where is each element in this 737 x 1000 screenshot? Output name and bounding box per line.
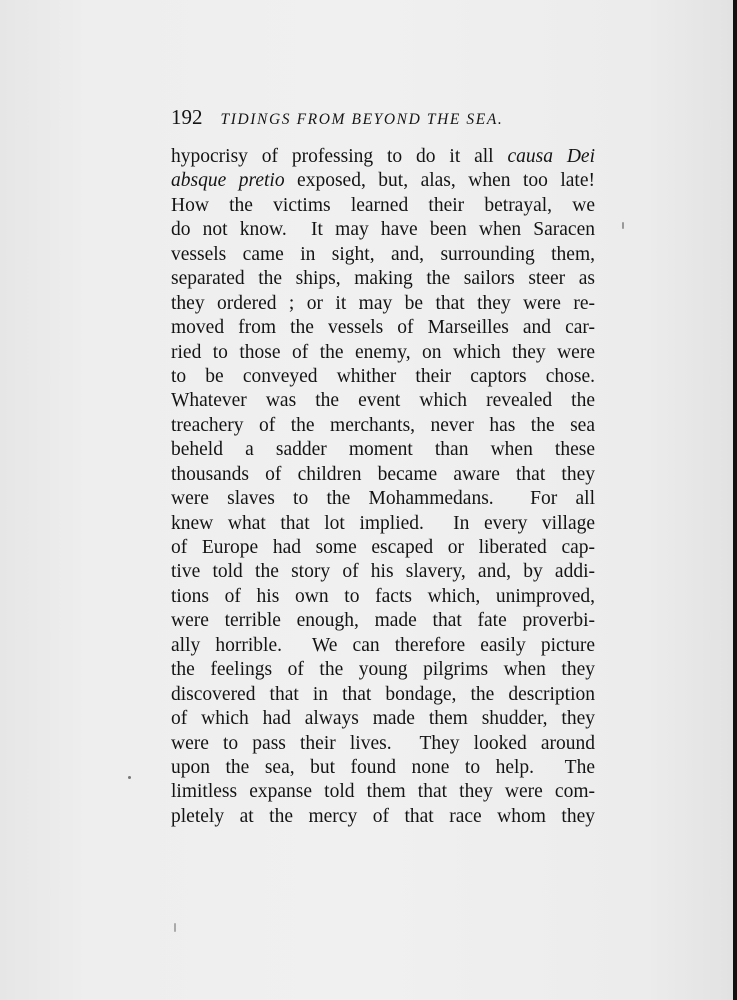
text-line (171, 707, 595, 731)
text-line (171, 805, 595, 829)
text-segment: knew what that lot implied. In every village (171, 512, 595, 534)
text-line (171, 512, 595, 536)
page-edge-shadow (733, 0, 737, 1000)
text-segment: discovered that in that bondage, the description (171, 683, 595, 705)
text-line (171, 316, 595, 340)
text-segment: limitless expanse told them that they were com- (171, 781, 595, 803)
text-line (171, 145, 595, 169)
text-segment: were to pass their lives. They looked around (171, 732, 595, 754)
text-segment: do not know. It may have been when Saracen (171, 219, 595, 241)
text-line (171, 683, 595, 707)
text-segment: upon the sea, but found none to help. The (171, 756, 595, 778)
text-segment: they ordered ; or it may be that they were re- (171, 292, 595, 314)
text-segment: hypocrisy of professing to do it all (171, 146, 508, 167)
text-segment: Whatever was the event which revealed the (171, 390, 595, 412)
text-segment: the feelings of the young pilgrims when they (171, 659, 595, 681)
text-line (171, 194, 595, 218)
text-line (171, 609, 595, 633)
text-line (171, 414, 595, 438)
text-line (171, 560, 595, 584)
text-line (171, 585, 595, 609)
text-segment: ried to those of the enemy, on which they were (171, 341, 595, 363)
text-segment: were slaves to the Mohammedans. For all (171, 488, 595, 510)
page-number: 192 (171, 105, 203, 129)
text-line (171, 658, 595, 682)
text-segment: separated the ships, making the sailors steer as (171, 268, 595, 290)
text-line (171, 463, 595, 487)
page-header (171, 104, 503, 130)
text-segment: of Europe had some escaped or liberated cap- (171, 537, 595, 558)
text-line (171, 732, 595, 756)
text-line (171, 341, 595, 365)
body-text (171, 145, 595, 829)
text-segment: pletely at the mercy of that race whom they (171, 805, 595, 827)
text-segment: moved from the vessels of Marseilles and car- (171, 317, 595, 339)
text-line (171, 536, 595, 560)
text-line (171, 780, 595, 804)
running-title: TIDINGS FROM BEYOND THE SEA. (220, 111, 504, 128)
text-segment: ally horrible. We can therefore easily picture (171, 634, 595, 656)
text-segment: How the victims learned their betrayal, we (171, 194, 595, 216)
text-segment: exposed, but, alas, when too late! (284, 170, 595, 192)
text-line (171, 365, 595, 389)
text-line (171, 169, 595, 193)
text-segment: of which had always made them shudder, they (171, 708, 595, 730)
text-line (171, 634, 595, 658)
text-segment: vessels came in sight, and, surrounding them, (171, 243, 595, 265)
italic-text-segment: absque pretio (171, 170, 285, 192)
text-line (171, 389, 595, 413)
text-segment: treachery of the merchants, never has the sea (171, 414, 595, 436)
text-line (171, 438, 595, 462)
text-line (171, 756, 595, 780)
text-line (171, 292, 595, 316)
text-segment: were terrible enough, made that fate proverbi- (171, 610, 595, 632)
text-line (171, 487, 595, 511)
text-line (171, 218, 595, 242)
text-segment: tions of his own to facts which, unimproved, (171, 585, 595, 607)
text-segment: to be conveyed whither their captors chose. (171, 365, 595, 387)
text-segment: tive told the story of his slavery, and, by addi- (171, 561, 595, 583)
italic-text-segment: causa Dei (507, 146, 595, 167)
text-line (171, 243, 595, 267)
text-segment: thousands of children became aware that they (171, 463, 595, 485)
text-segment: beheld a sadder moment than when these (171, 439, 595, 461)
text-line (171, 267, 595, 291)
